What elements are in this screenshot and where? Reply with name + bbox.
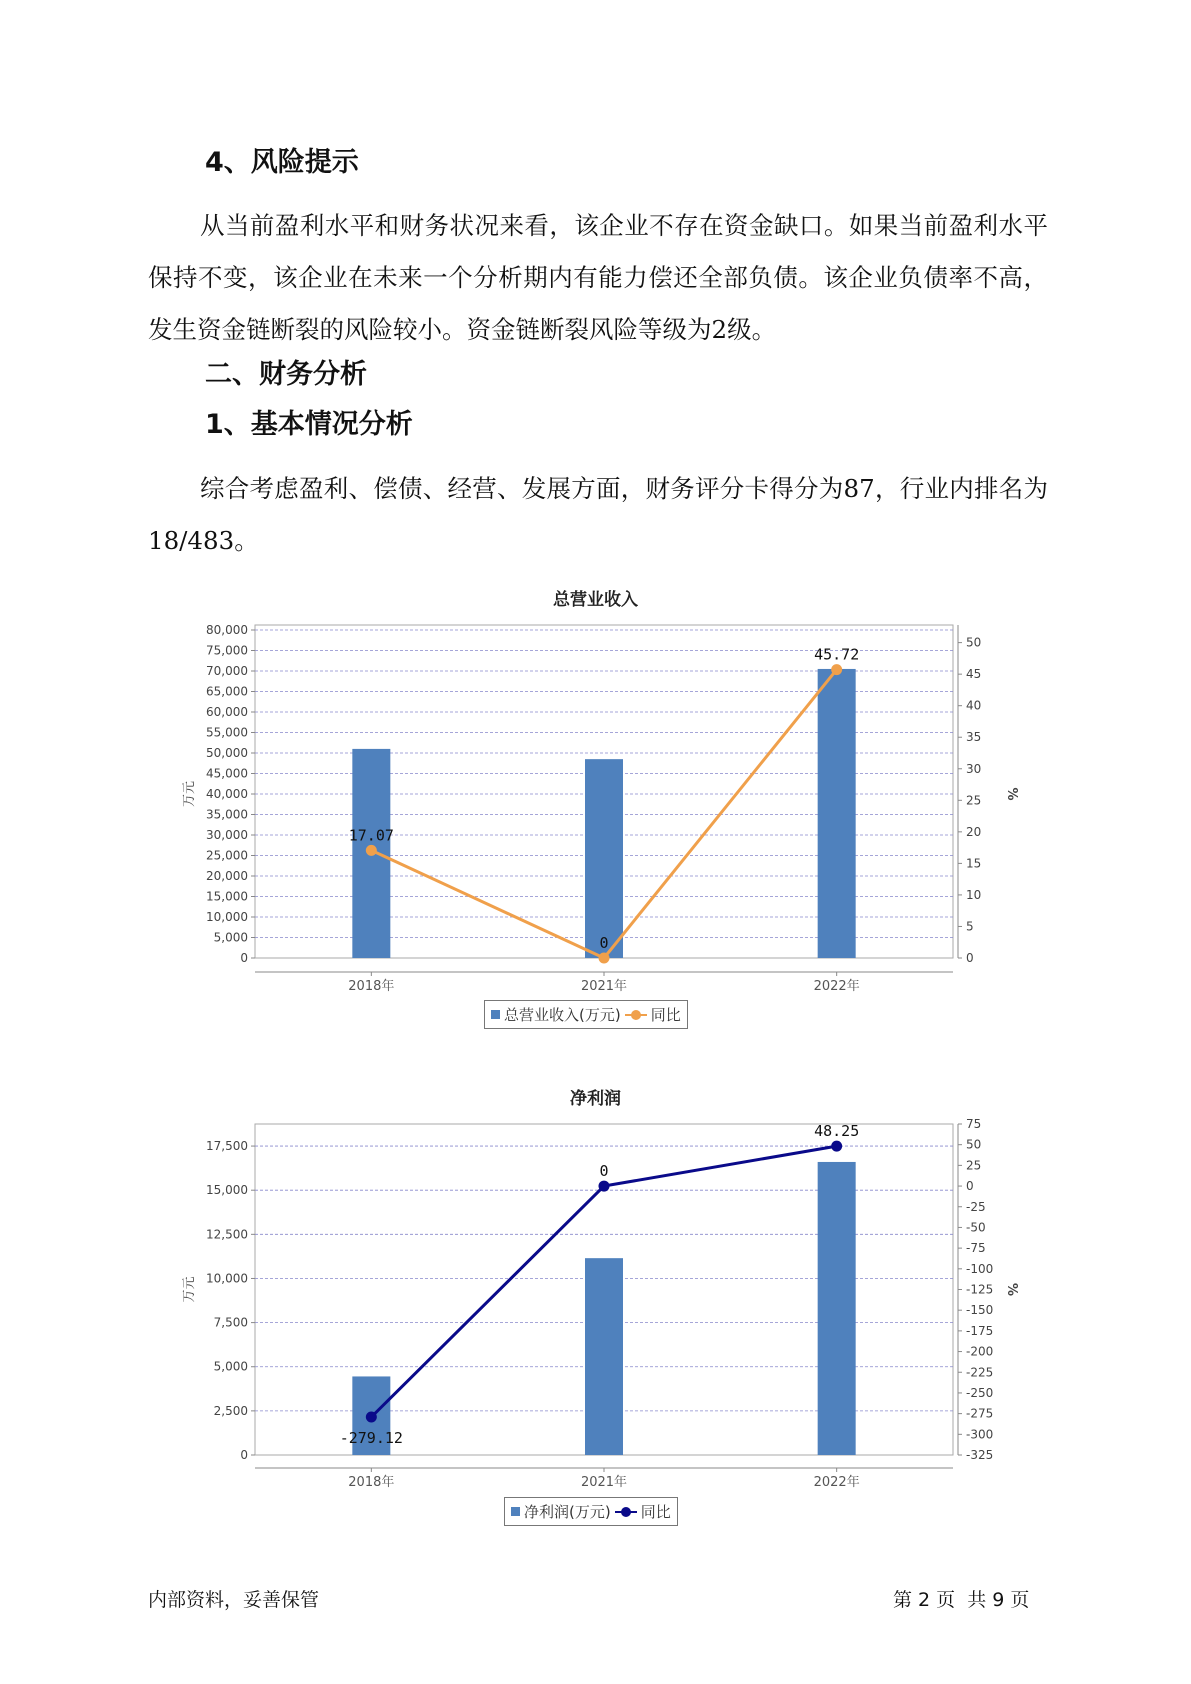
legend-bar-swatch xyxy=(491,1010,500,1019)
x-tick-label: 2018年 xyxy=(348,979,395,994)
basic-heading: 1、基本情况分析 xyxy=(205,409,413,440)
y2-tick-label: 75 xyxy=(966,1117,982,1131)
line-point xyxy=(831,664,842,675)
line-point xyxy=(366,1412,377,1423)
y-tick-label: 10,000 xyxy=(206,910,248,924)
y2-tick-label: 30 xyxy=(966,761,982,776)
y2-tick-label: 40 xyxy=(966,698,982,713)
y-tick-label: 75,000 xyxy=(206,643,248,658)
y2-tick-label: -175 xyxy=(966,1323,994,1338)
x-tick-label: 2022年 xyxy=(813,979,860,994)
y-tick-label: 0 xyxy=(240,1448,248,1462)
profit-chart xyxy=(0,1100,1191,1490)
legend-line-swatch xyxy=(625,1010,647,1020)
data-label: 0 xyxy=(599,1162,609,1181)
footer-page-number: 第 2 页 共 9 页 xyxy=(893,1589,1030,1611)
y2-tick-label: 50 xyxy=(966,1137,982,1152)
y-tick-label: 25,000 xyxy=(206,848,248,863)
y2-tick-label: 15 xyxy=(966,856,982,871)
bar xyxy=(585,759,623,958)
legend-bar-label: 净利润(万元) xyxy=(524,1503,611,1521)
y2-tick-label: -150 xyxy=(966,1303,994,1318)
profit-chart-title: 净利润 xyxy=(570,1089,621,1109)
y2-tick-label: -325 xyxy=(966,1448,994,1462)
y-tick-label: 7,500 xyxy=(213,1315,248,1330)
y2-tick-label: 5 xyxy=(966,919,974,934)
finance-heading: 二、财务分析 xyxy=(205,359,367,390)
y-tick-label: 15,000 xyxy=(206,1183,248,1198)
line-point xyxy=(599,953,610,964)
legend-bar-swatch xyxy=(511,1507,520,1516)
revenue-chart-title: 总营业收入 xyxy=(553,590,638,610)
y2-tick-label: -125 xyxy=(966,1282,994,1297)
y-tick-label: 35,000 xyxy=(206,807,248,822)
y2-tick-label: -300 xyxy=(966,1427,994,1442)
risk-heading: 4、风险提示 xyxy=(205,147,359,178)
y-tick-label: 0 xyxy=(240,951,248,965)
y2-tick-label: 20 xyxy=(966,824,982,839)
data-label: 0 xyxy=(599,934,609,952)
y-tick-label: 80,000 xyxy=(206,623,248,637)
y2-tick-label: -275 xyxy=(966,1406,994,1421)
y-tick-label: 30,000 xyxy=(206,828,248,842)
bar xyxy=(818,669,856,958)
y-tick-label: 55,000 xyxy=(206,725,248,740)
y2-tick-label: 10 xyxy=(966,887,982,902)
y2-tick-label: -50 xyxy=(966,1220,986,1235)
y-tick-label: 10,000 xyxy=(206,1271,248,1286)
data-label: 48.25 xyxy=(814,1122,860,1141)
line-point xyxy=(366,845,377,856)
y-tick-label: 12,500 xyxy=(206,1227,248,1242)
x-tick-label: 2021年 xyxy=(580,979,628,994)
data-label: 17.07 xyxy=(348,826,394,845)
x-tick-label: 2022年 xyxy=(813,1475,860,1490)
y2-tick-label: 25 xyxy=(966,793,982,808)
legend-line-label: 同比 xyxy=(650,1006,681,1024)
legend-bar-label: 总营业收入(万元) xyxy=(504,1006,621,1024)
data-label: 45.72 xyxy=(814,645,860,664)
y-tick-label: 5,000 xyxy=(213,1359,248,1374)
legend-line-label: 同比 xyxy=(640,1503,671,1521)
y-tick-label: 17,500 xyxy=(206,1139,248,1154)
bar xyxy=(585,1258,623,1455)
x-tick-label: 2018年 xyxy=(348,1475,395,1490)
y-tick-label: 65,000 xyxy=(206,684,248,699)
x-tick-label: 2021年 xyxy=(580,1475,628,1490)
profit-chart-legend xyxy=(504,1497,678,1526)
legend-line-swatch xyxy=(615,1507,637,1517)
revenue-chart xyxy=(0,600,1191,994)
y-tick-label: 60,000 xyxy=(206,705,248,719)
y2-tick-label: 0 xyxy=(966,1179,974,1194)
y-tick-label: 2,500 xyxy=(213,1403,248,1418)
y2-tick-label: -200 xyxy=(966,1344,994,1359)
y2-tick-label: -225 xyxy=(966,1365,994,1380)
y-tick-label: 5,000 xyxy=(213,930,248,945)
y2-tick-label: 45 xyxy=(966,667,982,682)
y2-tick-label: -75 xyxy=(966,1241,986,1256)
bar xyxy=(818,1162,856,1455)
y2-tick-label: -100 xyxy=(966,1261,994,1276)
y2-tick-label: 35 xyxy=(966,730,982,745)
footer-note: 内部资料，妥善保管 xyxy=(148,1589,320,1611)
basic-paragraph: 综合考虑盈利、偿债、经营、发展方面，财务评分卡得分为87，行业内排名为18/483。 xyxy=(148,474,1048,555)
y-axis-title: 万元 xyxy=(182,1276,197,1303)
line-point xyxy=(831,1141,842,1152)
y2-axis-title: % xyxy=(1004,1282,1019,1297)
y2-tick-label: 50 xyxy=(966,635,982,650)
y-tick-label: 40,000 xyxy=(206,787,248,801)
y2-tick-label: 25 xyxy=(966,1158,982,1173)
y2-tick-label: -25 xyxy=(966,1199,986,1214)
y2-tick-label: -250 xyxy=(966,1385,994,1400)
y-tick-label: 20,000 xyxy=(206,869,248,883)
y2-axis-title: % xyxy=(1004,787,1019,801)
risk-paragraph: 从当前盈利水平和财务状况来看，该企业不存在资金缺口。如果当前盈利水平保持不变，该企业在未来一个分析期内有能力偿还全部负债。该企业负债率不高，发生资金链断裂的风险较小。资金链断裂风险等级为2级。 xyxy=(148,211,1048,344)
data-label: -279.12 xyxy=(339,1429,403,1448)
y-tick-label: 45,000 xyxy=(206,766,248,781)
y-axis-title: 万元 xyxy=(182,780,197,808)
y-tick-label: 15,000 xyxy=(206,889,248,904)
revenue-chart-legend xyxy=(484,1000,688,1029)
y-tick-label: 70,000 xyxy=(206,664,248,678)
y2-tick-label: 0 xyxy=(966,951,974,965)
line-point xyxy=(599,1181,610,1192)
y-tick-label: 50,000 xyxy=(206,746,248,760)
